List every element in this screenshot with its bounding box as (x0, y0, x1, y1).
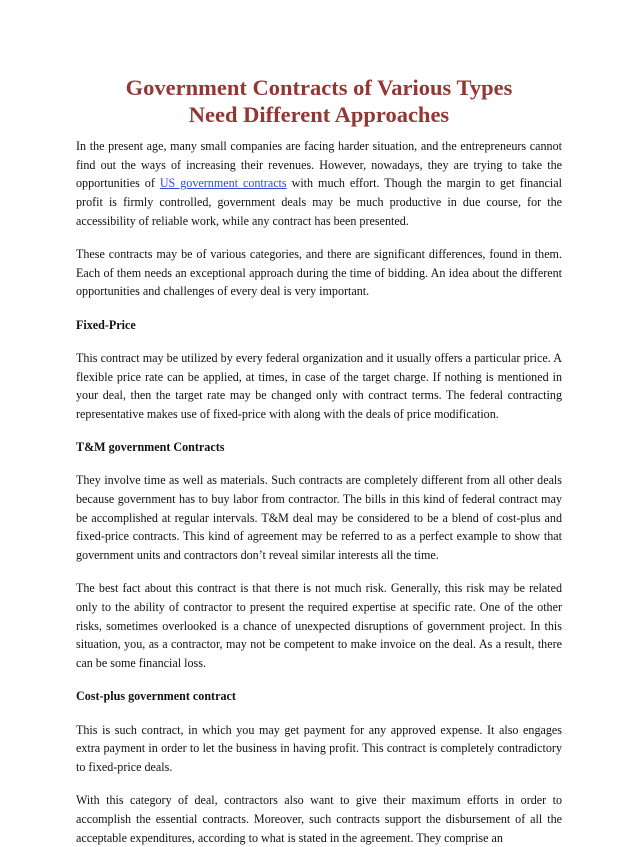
intro-paragraph (76, 137, 562, 231)
tm-paragraph-1: They involve time as well as materials. Such contracts are completely different from all other deals because government has to buy labor from contractor. The bills in this kind of federal contract may be accomplished at regular intervals. T&M deal may be considered to be a blend of cost-plus and fixed-price contracts. This kind of agreement may be referred to as a perfect example to show that government units and contractors don’t reveal similar interests all the time. (76, 473, 562, 563)
fixed-price-paragraph: This contract may be utilized by every federal organization and it usually offers a particular price. A flexible price rate can be applied, at times, in case of the target charge. If nothing is mentioned in your deal, then the target rate may be changed only with contract terms. The federal contracting representative makes use of fixed-price with along with the deals of price modification. (76, 350, 562, 421)
us-government-contracts-link[interactable]: US government contracts (159, 176, 287, 191)
cost-plus-paragraph-1: This is such contract, in which you may get payment for any approved expense. It also engages extra payment in order to let the business in having profit. This contract is completely contradictory to fixed-price deals. (76, 722, 562, 774)
intro-text-before-link: In the present age, many small companies are facing harder situation, and the entrepreneurs cannot find out the ways of increasing their revenues. However, nowadays, they are trying to take the opportunities of (76, 139, 562, 191)
intro-text-after-link: with much effort. Though the margin to get financial profit is firmly controlled, government deals may be much productive in due course, for the accessibility of reliable work, while any contract has been presented. (76, 176, 562, 228)
title-line-2: Need Different Approaches (188, 102, 450, 127)
cost-plus-heading: Cost-plus government contract (76, 689, 236, 704)
document-title (76, 74, 562, 128)
title-line-1: Government Contracts of Various Types (125, 75, 513, 100)
tm-paragraph-2: The best fact about this contract is that there is not much risk. Generally, this risk may be related only to the ability of contractor to present the required expertise at specific rate. One of the other risks, sometimes overlooked is a chance of unexpected disruptions of government project. In this situation, you, as a contractor, may not be competent to make invoice on the deal. As a result, there can be some financial loss. (76, 581, 562, 671)
tm-contracts-heading: T&M government Contracts (76, 440, 225, 455)
fixed-price-heading: Fixed-Price (76, 317, 136, 332)
cost-plus-paragraph-2: With this category of deal, contractors also want to give their maximum efforts in order to accomplish the essential contracts. Moreover, such contracts support the disbursement of all the acceptable expenditures, according to what is stated in the agreement. They comprise an (76, 793, 562, 845)
categories-paragraph: These contracts may be of various categories, and there are significant differences, found in them. Each of them needs an exceptional approach during the time of bidding. An idea about the different opportunities and challenges of every deal is very important. (76, 247, 562, 299)
